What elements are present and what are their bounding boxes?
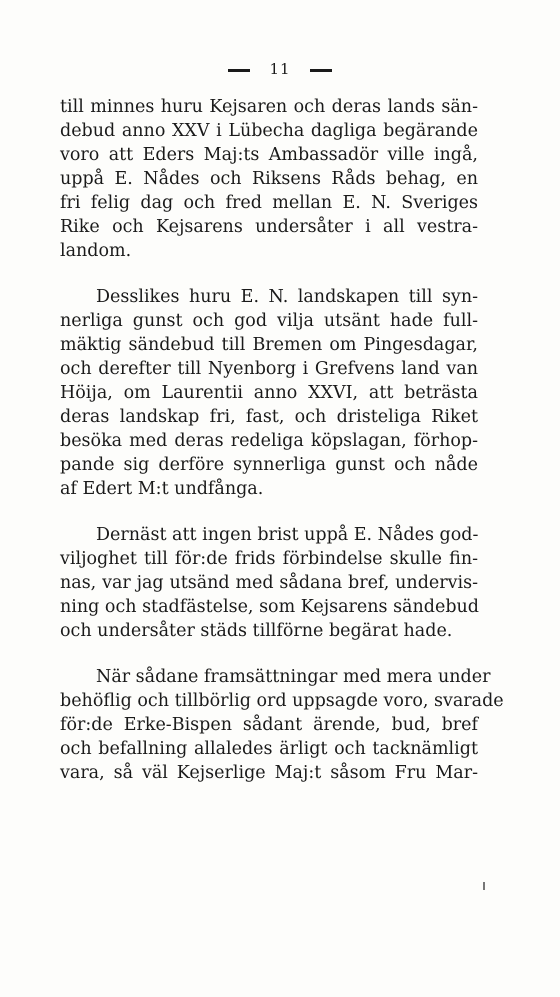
text-line: fri felig dag och fred mellan E. N. Sveriges	[60, 193, 478, 213]
text-line: och befallning allaledes ärligt och tacknämligt	[60, 739, 478, 759]
text-line: Desslikes huru E. N. landskapen till syn-	[96, 287, 478, 307]
text-line: besöka med deras redeliga köpslagan, förhop-	[60, 431, 478, 451]
text-line: till minnes huru Kejsaren och deras lands sän-	[60, 97, 478, 117]
text-line: uppå E. Nådes och Riksens Råds behag, en	[60, 169, 478, 189]
text-line: nas, var jag utsänd med sådana bref, undervis-	[60, 573, 478, 593]
text-line: och undersåter städs tillförne begärat hade.	[60, 621, 453, 641]
text-line: af Edert M:t undfånga.	[60, 479, 264, 499]
text-line: Dernäst att ingen brist uppå E. Nådes god-	[96, 525, 479, 545]
text-line: behöflig och tillbörlig ord uppsagde voro, svarade	[60, 691, 504, 711]
text-line: debud anno XXV i Lübecha dagliga begärande	[60, 121, 478, 141]
text-line: landom.	[60, 241, 132, 261]
header-dash-left	[228, 69, 250, 72]
text-line: för:de Erke-Bispen sådant ärende, bud, bref	[60, 715, 478, 735]
body-text	[60, 95, 504, 785]
text-line: pande sig derföre synnerliga gunst och nåde	[60, 455, 478, 475]
text-line: nerliga gunst och god vilja utsänt hade full-	[60, 311, 478, 331]
text-line: mäktig sändebud till Bremen om Pingesdagar,	[60, 335, 478, 355]
text-line: ning och stadfästelse, som Kejsarens sändebud	[60, 597, 479, 617]
text-line: vara, så väl Kejserlige Maj:t såsom Fru Mar-	[60, 763, 478, 783]
text-line: deras landskap fri, fast, och dristeliga Riket	[60, 407, 478, 427]
text-line: voro att Eders Maj:ts Ambassadör ville ingå,	[60, 145, 478, 165]
paragraph	[60, 523, 478, 643]
text-line: viljoghet till för:de frids förbindelse skulle fin-	[60, 549, 478, 569]
paragraph	[60, 95, 478, 263]
paragraph	[60, 665, 504, 785]
text-line: När sådane framsättningar med mera under	[96, 667, 491, 687]
header-dash-right	[310, 69, 332, 72]
stray-mark	[483, 882, 485, 890]
text-line: och derefter till Nyenborg i Grefvens land van	[60, 359, 478, 379]
page-number: 11	[269, 60, 291, 78]
text-line: Rike och Kejsarens undersåter i all vestra-	[60, 217, 478, 237]
text-line: Höija, om Laurentii anno XXVI, att beträsta	[60, 383, 478, 403]
page-header	[0, 60, 560, 78]
paragraph	[60, 285, 478, 501]
